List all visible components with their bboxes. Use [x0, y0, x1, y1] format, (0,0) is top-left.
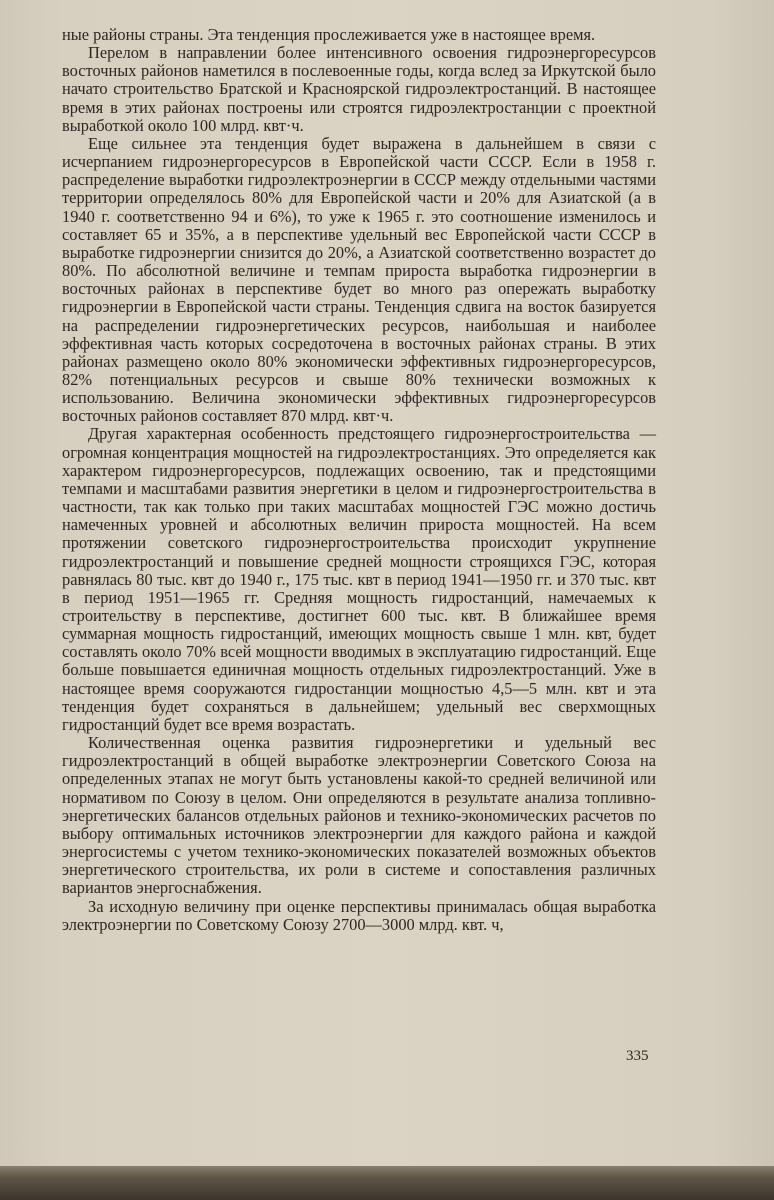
paragraph-5: Количественная оценка развития гидроэнергетики и удельный вес гидроэлектростанций в общей выработке электроэнергии Советского Союза на определенных этапах не могут быть установлены какой-то средней величиной или нормативом по Союзу в целом. Они определяются в результате анализа топливно-энергетических балансов отдельных районов и технико-экономических расчетов по выбору оптимальных источников электроэнергии для каждого района и каждой энергосистемы с учетом технико-экономических показателей возможных объектов энергетического строительства, их роли в системе и сопоставления различных вариантов энергоснабжения. — [62, 733, 656, 898]
paragraph-4: Другая характерная особенность предстоящего гидроэнергостроительства — огромная концентрация мощностей на гидроэлектростанциях. Это определяется как характером гидроэнергоресурсов, подлежащих освоению, так и предстоящими темпами и масштабами развития энергетики в целом и гидроэнергостроительства в частности, так как только при таких масштабах мощностей ГЭС можно достичь намеченных уровней и абсолютных величин прироста мощностей. На всем протяжении советского гидроэнергостроительства происходит укрупнение гидроэлектростанций и повышение средней мощности строящихся ГЭС, которая равнялась 80 тыс. квт до 1940 г., 175 тыс. квт в период 1941—1950 гг. и 370 тыс. квт в период 1951—1965 гг. Средняя мощность гидростанций, намечаемых к строительству в перспективе, достигнет 600 тыс. квт. В ближайшее время суммарная мощность гидростанций, имеющих мощность свыше 1 млн. квт, будет составлять около 70% всей мощности вводимых в эксплуатацию гидростанций. Еще больше повышается единичная мощность отдельных гидроэлектростанций. Уже в настоящее время сооружаются гидростанции мощностью 4,5—5 млн. квт и эта тенденция будет сохраняться в дальнейшем; удельный вес сверхмощных гидростанций будет все время возрастать. — [62, 424, 656, 734]
body-text — [62, 26, 656, 934]
paragraph-2: Перелом в направлении более интенсивного освоения гидроэнергоресурсов восточных районов наметился в послевоенные годы, когда вслед за Иркутской было начато строительство Братской и Красноярской гидроэлектростанций. В настоящее время в этих районах построены или строятся гидроэлектростанции с проектной выработкой около 100 млрд. квт·ч. — [62, 43, 656, 135]
page-bottom-edge — [0, 1166, 774, 1200]
paragraph-1: ные районы страны. Эта тенденция прослеживается уже в настоящее время. — [62, 25, 596, 44]
page-number: 335 — [626, 1048, 649, 1064]
paragraph-3: Еще сильнее эта тенденция будет выражена в дальнейшем в связи с исчерпанием гидроэнергоресурсов в Европейской части СССР. Если в 1958 г. распределение выработки гидроэлектроэнергии в СССР между отдельными частями территории определялось 80% для Европейской части и 20% для Азиатской (а в 1940 г. соответственно 94 и 6%), то уже к 1965 г. это соотношение изменилось и составляет 65 и 35%, а в перспективе удельный вес Европейской части СССР в выработке гидроэнергии снизится до 20%, а Азиатской соответственно возрастет до 80%. По абсолютной величине и темпам прироста выработка гидроэнергии в восточных районах в перспективе будет во много раз опережать выработку гидроэнергии в Европейской части страны. Тенденция сдвига на восток базируется на распределении гидроэнергетических ресурсов, наибольшая и наиболее эффективная часть которых сосредоточена в восточных районах страны. В этих районах размещено около 80% экономически эффективных гидроэнергоресурсов, 82% потенциальных ресурсов и свыше 80% технически возможных к использованию. Величина экономически эффективных гидроэнергоресурсов восточных районов составляет 870 млрд. квт·ч. — [62, 133, 656, 426]
paragraph-6: За исходную величину при оценке перспективы принималась общая выработка электроэнергии по Советскому Союзу 2700—3000 млрд. квт. ч, — [62, 896, 656, 934]
